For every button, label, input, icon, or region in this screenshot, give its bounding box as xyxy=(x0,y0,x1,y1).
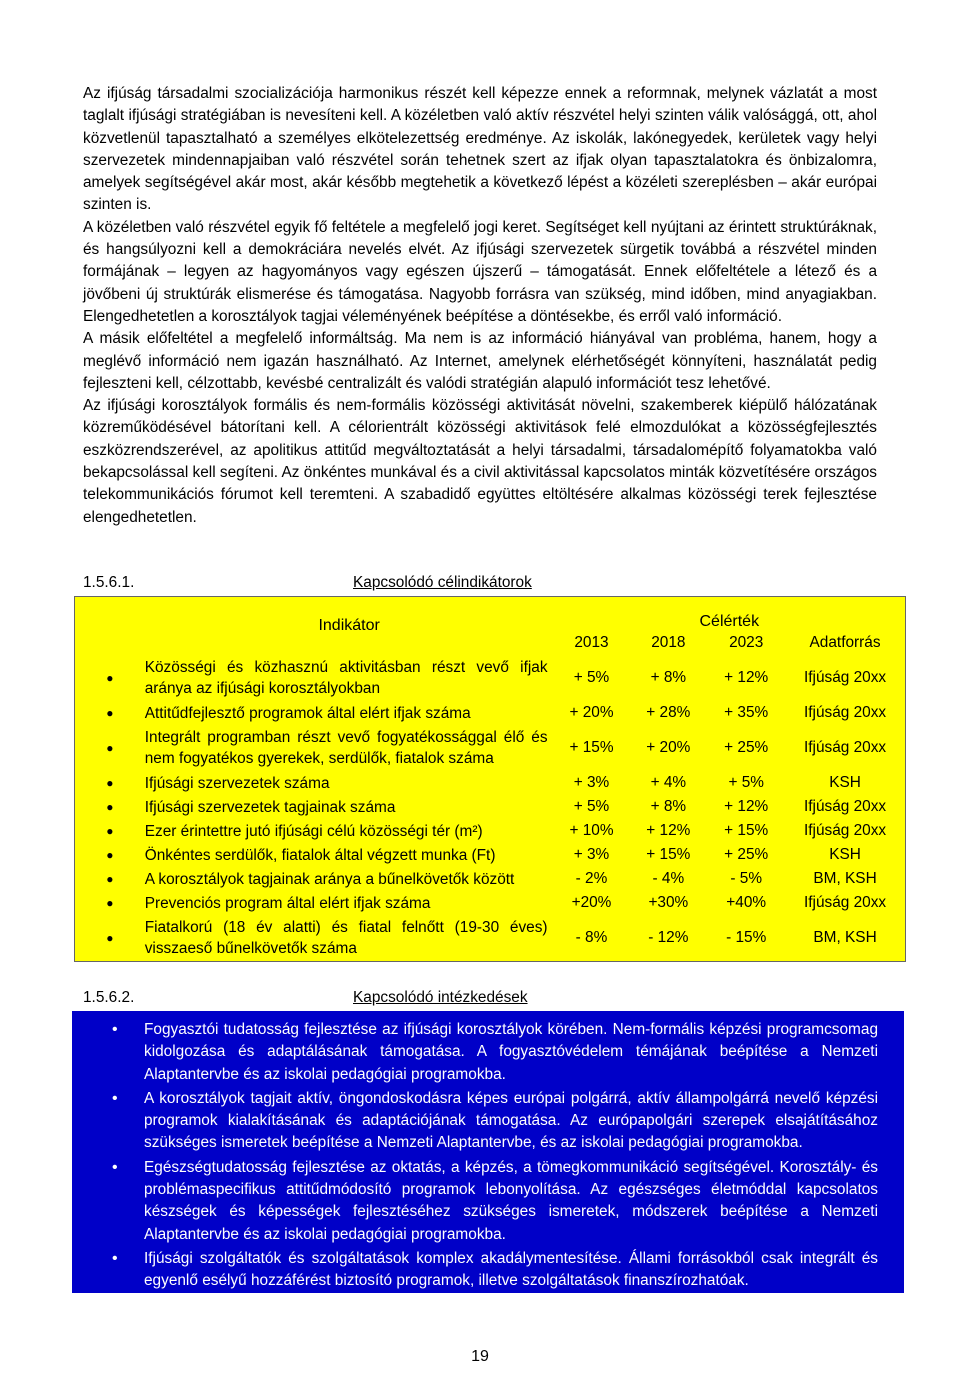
target-2018: + 8% xyxy=(650,798,687,815)
target-2013: +20% xyxy=(571,894,612,911)
target-2018: - 12% xyxy=(648,929,689,946)
target-2018: - 4% xyxy=(652,870,685,887)
measure-item: • Egészségtudatosság fejlesztése az oktatás, a képzés, a tömegkommunikáció segítségével. Korosztály- és problémaspecifikus attitűdmódosító programok lebonyolítása. Az egészséges életmóddal kapcsolatos készségek és képességek fejlesztéséhez szükséges ismeretek, módszerek beépítése a Nemzeti Alaptantervbe és az iskolai pedagógiai programokba. xyxy=(72,1157,878,1246)
section-number: 1.5.6.1. xyxy=(83,574,135,591)
measures-box xyxy=(72,1011,904,1293)
target-2023: + 25% xyxy=(724,739,769,756)
data-source: Ifjúság 20xx xyxy=(803,822,887,839)
target-2023: + 12% xyxy=(724,798,769,815)
paragraph: A közéletben való részvétel egyik fő feltétele a megfelelő jogi keret. Segítséget kell nyújtani az érintett struktúráknak, és hangsúlyozni kell a demokráciára nevelés elvét. Az ifjúsági szervezetek sürgetik továbbá a részvétel minden formájának – legyen az hagyományos vagy egészen újszerű – támogatását. Ennek előfeltétele a létező és a jövőbeni új struktúrák elismerése és támogatása. Nagyobb forrásra van szükség, mind időben, mind anyagiakban. Elengedhetetlen a korosztályok tagjai véleményének beépítése a döntésekbe, és erről való információ. xyxy=(83,218,877,325)
target-2013: + 5% xyxy=(573,669,610,686)
target-2018: + 28% xyxy=(646,704,691,721)
table-row xyxy=(75,867,905,891)
target-2018: +30% xyxy=(648,894,689,911)
table-row xyxy=(75,915,905,961)
header-indicator: Indikátor xyxy=(318,617,380,634)
table-row xyxy=(75,891,905,915)
indicator-name: Közösségi és közhasznú aktivitásban részt vevő ifjak aránya az ifjúsági korosztályokban xyxy=(144,659,548,697)
target-2023: + 25% xyxy=(724,846,769,863)
indicator-name: A korosztályok tagjainak aránya a bűnelkövetők között xyxy=(144,870,515,888)
page-content xyxy=(83,83,877,529)
target-2018: + 4% xyxy=(650,774,687,791)
target-2018: + 8% xyxy=(650,669,687,686)
data-source: KSH xyxy=(829,774,861,791)
paragraph: Az ifjúság társadalmi szocializációja harmonikus részét kell képezze ennek a reformnak, melynek vázlatát a most taglalt ifjúsági stratégiában is nevesíteni kell. A közéletben való aktív részvétel helyi szinten válik valósággá, ott, ahol közvetlenül tapasztalható a személyes elkötelezettség eredménye. Az iskolák, lakónegyedek, kerületek vagy helyi szervezetek mindennapjaiban való részvétel során tehetnek szert az ifjak olyan tapasztalatokra és önbizalomra, amelyek segítségével akár most, akár később megtehetik a következő lépést a közéleti szereplésben – akár európai szinten is. xyxy=(83,85,877,214)
header-2013: 2013 xyxy=(574,634,609,651)
page-number: 19 xyxy=(471,1348,489,1365)
data-source: Ifjúság 20xx xyxy=(803,669,887,686)
target-2013: + 5% xyxy=(573,798,610,815)
indicator-name: Prevenciós program által elért ifjak száma xyxy=(144,894,431,912)
target-2023: + 15% xyxy=(724,822,769,839)
section-title: Kapcsolódó intézkedések xyxy=(353,989,528,1006)
header-source: Adatforrás xyxy=(809,634,881,651)
target-2023: + 5% xyxy=(728,774,764,791)
header-2023: 2023 xyxy=(729,634,764,651)
table-row xyxy=(75,819,905,843)
target-2013: - 8% xyxy=(575,929,608,946)
target-2023: - 15% xyxy=(726,929,767,946)
bullet-icon: ● xyxy=(106,741,114,755)
indicator-name: Attitűdfejlesztő programok által elért ifjak száma xyxy=(144,704,471,722)
indicator-name: Ezer érintettre jutó ifjúsági célú közösségi tér (m²) xyxy=(144,822,483,840)
target-2013: - 2% xyxy=(575,870,608,887)
target-2013: + 3% xyxy=(573,846,610,863)
header-target: Célérték xyxy=(699,613,760,630)
bullet-icon: ● xyxy=(106,671,114,685)
target-2023: + 12% xyxy=(724,669,769,686)
measure-item: • Fogyasztói tudatosság fejlesztése az ifjúsági korosztályok körében. Nem-formális képzési programcsomag kidolgozása és adaptálásának támogatása. A fogyasztóvédelem témájának beépítése a Nemzeti Alaptantervbe és az iskolai pedagógiai programokba. xyxy=(72,1019,878,1086)
indicator-name: Integrált programban részt vevő fogyatékossággal élő és nem fogyatékos gyerekek, serdülők, fiatalok száma xyxy=(144,729,548,767)
bullet-icon: ● xyxy=(106,896,114,910)
data-source: Ifjúság 20xx xyxy=(803,704,887,721)
target-2013: + 10% xyxy=(569,822,614,839)
table-row xyxy=(75,655,905,701)
data-source: Ifjúság 20xx xyxy=(803,739,887,756)
data-source: Ifjúság 20xx xyxy=(803,894,887,911)
table-row xyxy=(75,701,905,725)
indicator-rows xyxy=(75,655,905,961)
table-row xyxy=(75,725,905,771)
section-number: 1.5.6.2. xyxy=(83,989,135,1006)
bullet-icon: ● xyxy=(106,931,114,945)
bullet-icon: ● xyxy=(106,872,114,886)
target-2013: + 3% xyxy=(573,774,610,791)
bullet-icon: ● xyxy=(106,706,114,720)
data-source: BM, KSH xyxy=(813,870,877,887)
indicator-name: Önkéntes serdülők, fiatalok által végzett munka (Ft) xyxy=(144,846,496,864)
indicator-name: Ifjúsági szervezetek száma xyxy=(144,774,330,792)
bullet-icon: ● xyxy=(106,848,114,862)
target-2013: + 15% xyxy=(569,739,614,756)
target-2023: +40% xyxy=(726,894,767,911)
bullet-icon: ● xyxy=(106,824,114,838)
data-source: KSH xyxy=(829,846,861,863)
bullet-icon: ● xyxy=(106,776,114,790)
paragraph: A másik előfeltétel a megfelelő informáltság. Ma nem is az információ hiányával van probléma, hanem, hogy a meglévő információ nem igazán használható. Az Internet, amelynek elérhetőségét könnyíteni, használatát pedig fejleszteni kell, célzottabb, kevésbé centralizált és valódi stratégián alapuló információt tesz lehetővé. xyxy=(83,330,877,392)
table-row xyxy=(75,771,905,795)
measure-item: • Ifjúsági szolgáltatók és szolgáltatások komplex akadálymentesítése. Állami forrásokból csak integrált és egyenlő esélyű hozzáférést biztosító programok, illetve szolgáltatások finanszírozhatóak. xyxy=(72,1248,878,1293)
indicator-table xyxy=(75,597,905,961)
target-2023: - 5% xyxy=(730,870,763,887)
target-2023: + 35% xyxy=(724,704,769,721)
target-2018: + 12% xyxy=(646,822,691,839)
target-2018: + 20% xyxy=(646,739,691,756)
data-source: Ifjúság 20xx xyxy=(803,798,887,815)
data-source: BM, KSH xyxy=(813,929,877,946)
header-2018: 2018 xyxy=(651,634,686,651)
table-row xyxy=(75,843,905,867)
table-header-row xyxy=(75,597,905,631)
target-2018: + 15% xyxy=(646,846,691,863)
paragraph: Az ifjúsági korosztályok formális és nem-formális közösségi aktivitását növelni, szakemberek kiépülő hálózatának közreműködésével bátorítani kell. A célorientrált közösségi aktivitások felé elmozdulókat a közösségfejlesztés eszközrendszerével, az apolitikus attitűd megváltoztatását a helyi társadalmi, társadalomépítő folyamatokba való bekapcsolással kell segíteni. Az önkéntes munkával és a civil aktivitással kapcsolatos minták közvetítésére országos telekommunikációs fórumot kell teremteni. A szabadidő együttes eltöltésére alkalmas közösségi terek fejlesztése elengedhetetlen. xyxy=(83,397,877,526)
indicator-name: Fiatalkorú (18 év alatti) és fiatal felnőtt (19-30 éves) visszaeső bűnelkövetők száma xyxy=(144,919,548,957)
measure-item: • A korosztályok tagjait aktív, öngondoskodásra képes európai polgárrá, aktív állampolgárrá nevelő képzési programok kialakításának és adaptációjának támogatása. Az európapolgári szerepek elsajátításához szükséges ismeretek beépítése a Nemzeti Alaptantervbe, és az iskolai pedagógiai programokba. xyxy=(72,1088,878,1155)
indicator-table-box xyxy=(74,596,906,962)
bullet-icon: ● xyxy=(106,800,114,814)
table-row xyxy=(75,795,905,819)
section-title: Kapcsolódó célindikátorok xyxy=(353,574,532,591)
target-2013: + 20% xyxy=(569,704,614,721)
body-text xyxy=(83,83,877,529)
measures-list xyxy=(72,1011,904,1293)
indicator-name: Ifjúsági szervezetek tagjainak száma xyxy=(144,798,396,816)
